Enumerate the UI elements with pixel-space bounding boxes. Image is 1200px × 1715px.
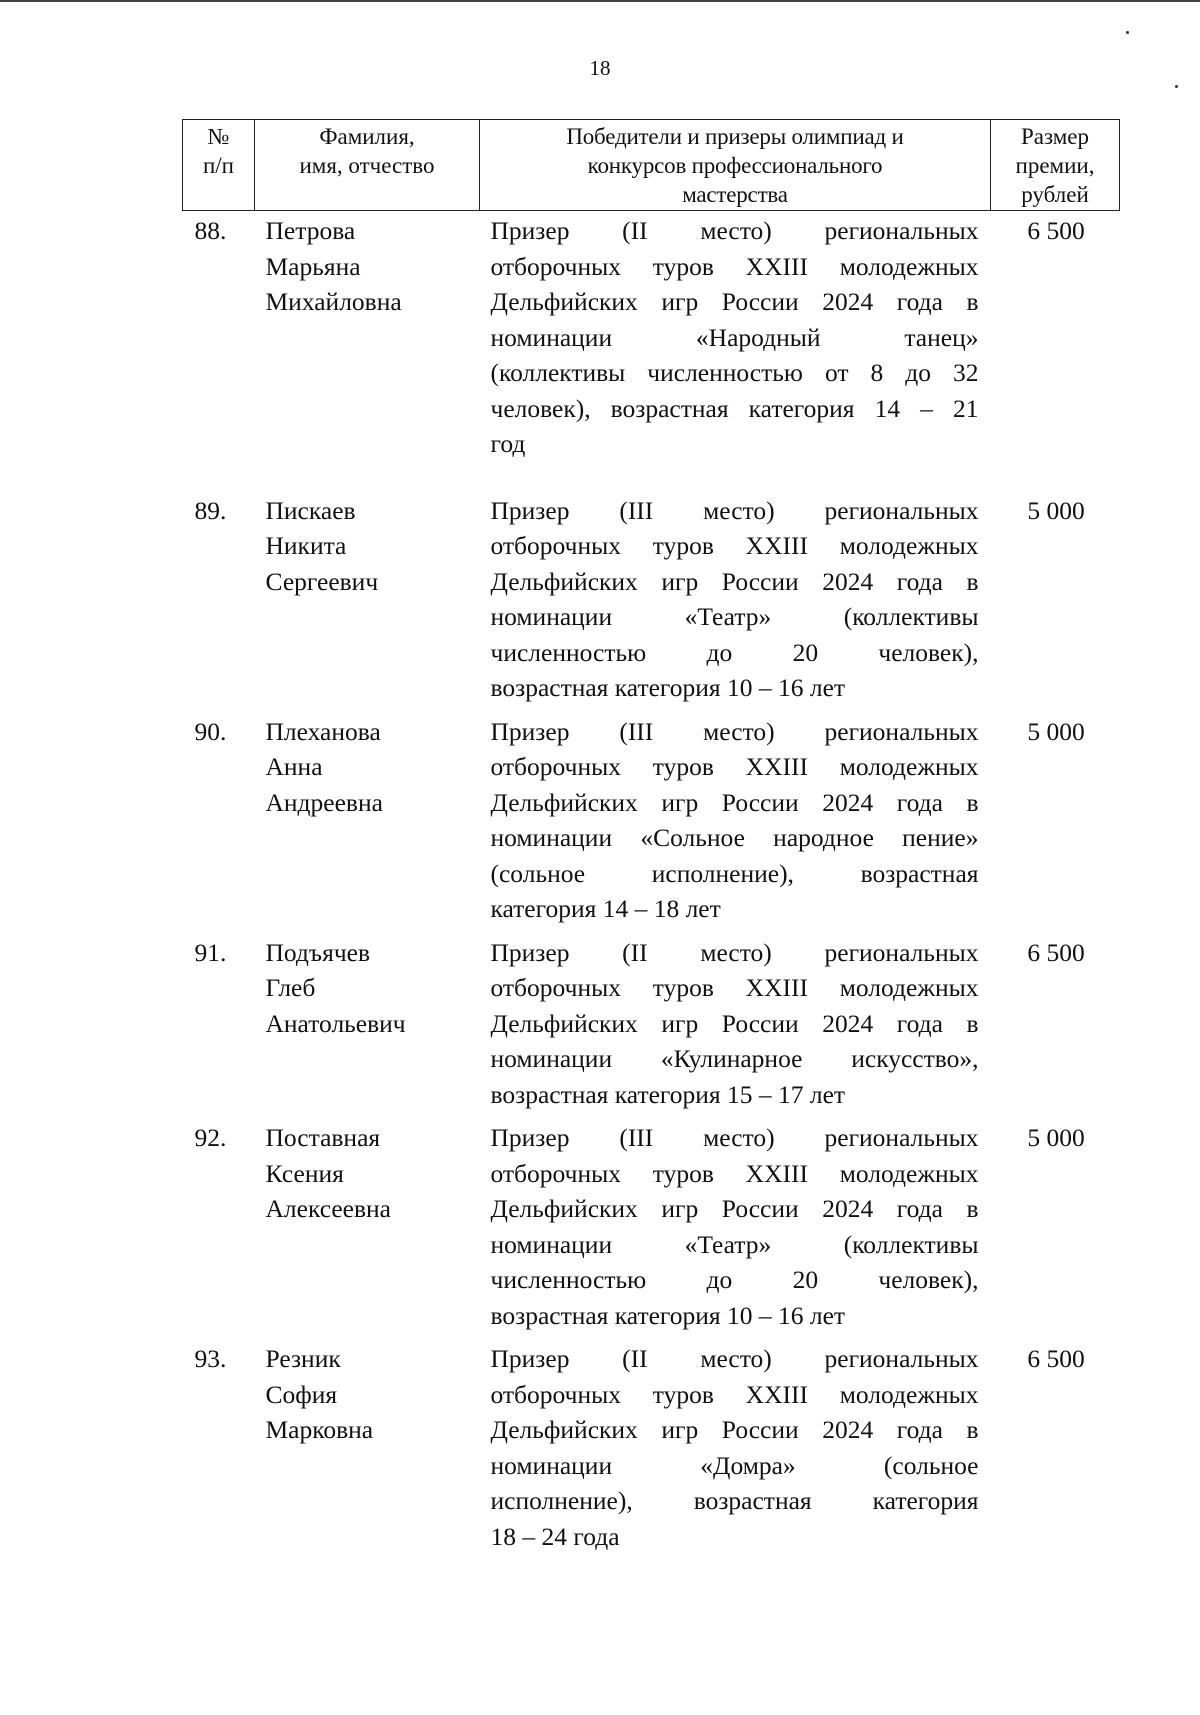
description-line: 18 – 24 года xyxy=(490,1521,620,1551)
description-line: номинации «Сольное народное пение» xyxy=(490,823,979,852)
name-line: Пискаев xyxy=(265,495,356,525)
description-line: численностью до 20 человек), xyxy=(490,637,979,667)
name-line: Никита xyxy=(265,531,347,560)
scan-speck xyxy=(1175,85,1178,88)
row-description xyxy=(480,714,991,935)
row-number: 88. xyxy=(194,216,227,245)
header-amount xyxy=(991,120,1120,211)
scan-speck xyxy=(1126,31,1129,34)
header-line: № xyxy=(207,124,230,149)
row-amount: 6 500 xyxy=(1027,937,1085,967)
description-line: Дельфийских игр России 2024 года в xyxy=(490,1008,979,1038)
description-line: отборочных туров XXIII молодежных xyxy=(490,1158,979,1188)
row-name xyxy=(255,493,480,714)
table-row xyxy=(183,714,1120,935)
row-number: 93. xyxy=(194,1344,227,1373)
description-line: Дельфийских игр России 2024 года в xyxy=(490,787,979,817)
row-amount: 6 500 xyxy=(1027,216,1085,245)
description-line: человек), возрастная категория 14 – 21 xyxy=(490,393,979,423)
description-line: (коллективы численностью от 8 до 32 xyxy=(490,358,979,387)
row-number: 89. xyxy=(194,495,227,525)
description-line: возрастная категория 10 – 16 лет xyxy=(490,673,846,702)
header-line: Победители и призеры олимпиад и xyxy=(566,124,904,149)
name-line: Глеб xyxy=(265,973,316,1002)
name-line: Петрова xyxy=(265,216,356,245)
description-line: Призер (II место) региональных xyxy=(490,216,979,245)
header-line: конкурсов профессионального xyxy=(587,153,883,178)
page-number: 18 xyxy=(589,56,611,80)
header-line: рублей xyxy=(1021,182,1089,207)
row-name xyxy=(255,1341,480,1554)
description-line: номинации «Кулинарное искусство», xyxy=(490,1044,979,1073)
row-description xyxy=(480,211,991,493)
row-amount: 6 500 xyxy=(1027,1344,1085,1373)
description-line: номинации «Театр» (коллективы xyxy=(490,1229,979,1259)
name-line: Подъячев xyxy=(265,937,371,967)
description-line: номинации «Театр» (коллективы xyxy=(490,602,979,631)
name-line: Анна xyxy=(265,752,323,781)
description-line: категория 14 – 18 лет xyxy=(490,894,721,923)
name-line: Алексеевна xyxy=(265,1194,391,1223)
row-number: 91. xyxy=(194,937,227,967)
description-line: год xyxy=(490,429,526,458)
name-line: Плеханова xyxy=(265,716,381,746)
description-line: исполнение), возрастная категория xyxy=(490,1486,979,1515)
description-line: Призер (III место) региональных xyxy=(490,495,979,525)
row-name xyxy=(255,714,480,935)
description-line: отборочных туров XXIII молодежных xyxy=(490,973,979,1002)
description-line: отборочных туров XXIII молодежных xyxy=(490,752,979,781)
row-number: 92. xyxy=(194,1123,227,1152)
description-line: Дельфийских игр России 2024 года в xyxy=(490,1415,979,1444)
name-line: Марьяна xyxy=(265,251,361,281)
row-number: 90. xyxy=(194,716,227,746)
name-line: Михайловна xyxy=(265,287,402,316)
row-amount: 5 000 xyxy=(1027,716,1085,746)
header-line: п/п xyxy=(202,153,234,178)
table-row xyxy=(183,493,1120,714)
name-line: Анатольевич xyxy=(265,1008,406,1038)
table-row xyxy=(183,211,1120,493)
description-line: Дельфийских игр России 2024 года в xyxy=(490,287,979,316)
description-line: отборочных туров XXIII молодежных xyxy=(490,531,979,560)
header-line: имя, отчество xyxy=(299,153,435,178)
description-line: Призер (III место) региональных xyxy=(490,716,979,746)
table-row xyxy=(183,935,1120,1121)
table-row xyxy=(183,1120,1120,1341)
row-amount: 5 000 xyxy=(1027,495,1085,525)
table-body xyxy=(183,211,1120,1555)
name-line: София xyxy=(265,1379,338,1409)
header-line: Размер xyxy=(1020,124,1090,149)
description-line: возрастная категория 10 – 16 лет xyxy=(490,1300,846,1330)
header-name xyxy=(255,120,480,211)
header-line: премии, xyxy=(1015,153,1095,178)
name-line: Марковна xyxy=(265,1415,374,1444)
description-line: Призер (II место) региональных xyxy=(490,937,979,967)
description-line: Дельфийских игр России 2024 года в xyxy=(490,1194,979,1223)
description-line: номинации «Народный танец» xyxy=(490,322,979,352)
name-line: Поставная xyxy=(265,1123,381,1152)
description-line: (сольное исполнение), возрастная xyxy=(490,858,979,888)
scan-top-edge xyxy=(0,0,1200,2)
header-description xyxy=(480,120,991,211)
name-line: Андреевна xyxy=(265,787,383,817)
table-header xyxy=(183,120,1120,211)
awards-table xyxy=(182,119,1120,1554)
header-row xyxy=(183,120,1120,211)
row-name xyxy=(255,211,480,493)
description-line: отборочных туров XXIII молодежных xyxy=(490,251,979,281)
row-amount: 5 000 xyxy=(1027,1123,1085,1152)
table-row xyxy=(183,1341,1120,1554)
row-name xyxy=(255,1120,480,1341)
row-description xyxy=(480,935,991,1121)
name-line: Сергеевич xyxy=(265,566,379,596)
description-line: Призер (II место) региональных xyxy=(490,1344,979,1373)
header-number xyxy=(183,120,255,211)
description-line: Призер (III место) региональных xyxy=(490,1123,979,1152)
description-line: Дельфийских игр России 2024 года в xyxy=(490,566,979,596)
name-line: Резник xyxy=(265,1344,341,1373)
description-line: отборочных туров XXIII молодежных xyxy=(490,1379,979,1409)
description-line: численностью до 20 человек), xyxy=(490,1265,979,1294)
description-line: номинации «Домра» (сольное xyxy=(490,1450,979,1480)
row-description xyxy=(480,493,991,714)
row-description xyxy=(480,1341,991,1554)
name-line: Ксения xyxy=(265,1158,344,1188)
description-line: возрастная категория 15 – 17 лет xyxy=(490,1079,846,1109)
row-name xyxy=(255,935,480,1121)
header-line: Фамилия, xyxy=(319,124,415,149)
header-line: мастерства xyxy=(682,182,788,207)
row-description xyxy=(480,1120,991,1341)
